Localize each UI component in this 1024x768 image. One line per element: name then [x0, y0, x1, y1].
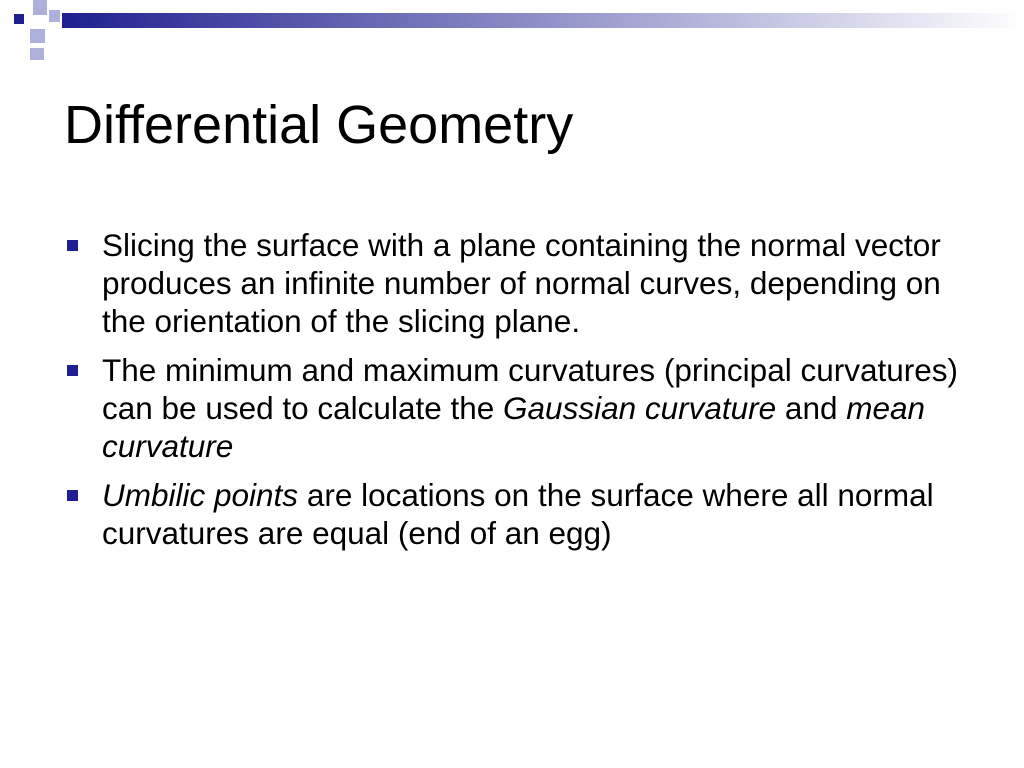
bullet-text — [102, 477, 934, 551]
bullet-item — [64, 351, 964, 465]
square-bullet-icon — [67, 490, 78, 501]
slide-title: Differential Geometry — [64, 95, 574, 155]
bullet-text-emphasis: Umbilic points — [102, 477, 299, 513]
corner-square-light-2 — [49, 10, 60, 22]
bullet-text-segment: The minimum and maximum curvatures (principal curvatures) can be used to calculate the — [102, 352, 959, 426]
bullet-list — [64, 226, 964, 563]
bullet-item — [64, 226, 964, 340]
bullet-text — [102, 352, 958, 464]
bullet-text-emphasis: Gaussian curvature — [503, 390, 777, 426]
bullet-text-segment: Slicing the surface with a plane containing the normal vector produces an infinite number of normal curves, depending on the orientation of the slicing plane. — [102, 227, 941, 339]
bullet-text-segment: and — [776, 390, 847, 426]
bullet-item — [64, 476, 964, 552]
corner-square-light-3 — [30, 29, 45, 43]
corner-gradient-decoration — [0, 0, 1024, 60]
corner-square-light-4 — [30, 48, 44, 60]
bullet-text-emphasis: mean curvature — [102, 390, 926, 464]
header-gradient-bar — [62, 13, 1024, 28]
corner-square-light-1 — [33, 0, 47, 15]
square-bullet-icon — [67, 365, 78, 376]
bullet-text-segment: are locations on the surface where all normal curvatures are equal (end of an egg) — [102, 477, 934, 551]
bullet-text — [102, 227, 941, 339]
square-bullet-icon — [67, 240, 78, 251]
corner-square-dark — [14, 14, 24, 24]
